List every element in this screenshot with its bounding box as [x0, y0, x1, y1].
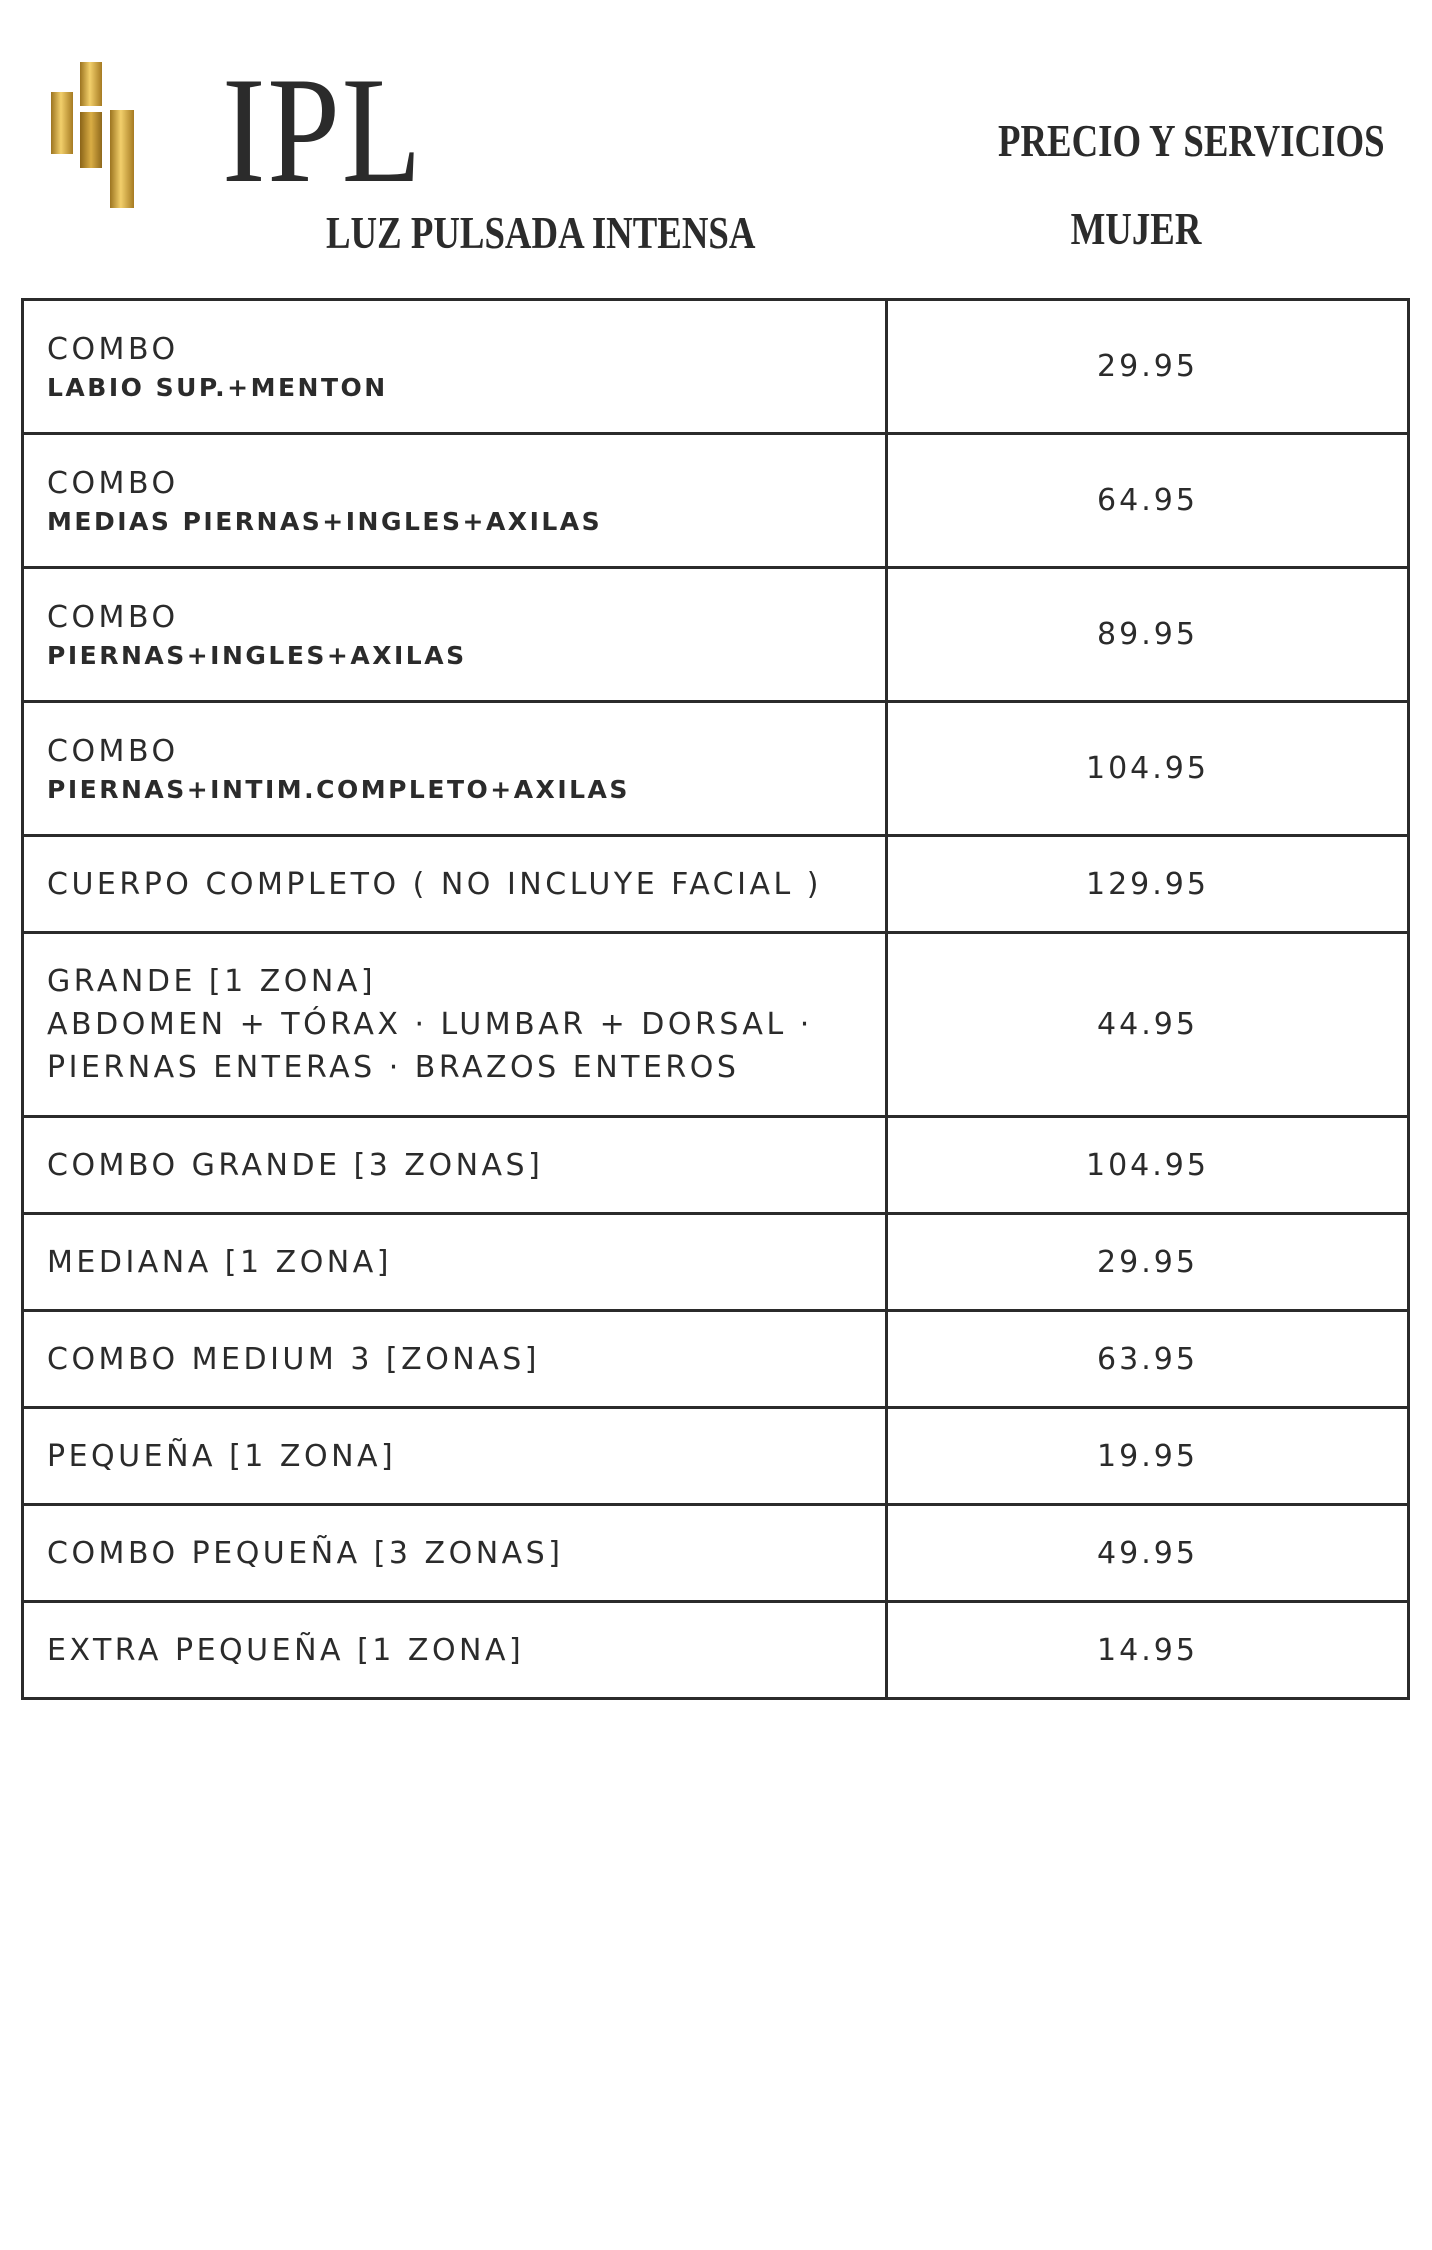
service-price: 29.95: [887, 300, 1409, 434]
service-name-cell: [23, 933, 887, 1117]
table-row: [23, 1117, 1409, 1214]
table-row: [23, 933, 1409, 1117]
brand-tagline: LUZ PULSADA INTENSA: [326, 207, 756, 258]
service-name: COMBO: [47, 600, 179, 635]
service-name-cell: [23, 836, 887, 933]
table-row: [23, 1505, 1409, 1602]
table-row: [23, 1602, 1409, 1699]
page-title: PRECIO Y SERVICIOS: [998, 115, 1385, 166]
table-row: [23, 1408, 1409, 1505]
service-name: COMBO MEDIUM 3 [ZONAS]: [47, 1341, 541, 1377]
service-name: PEQUEÑA [1 ZONA]: [47, 1438, 397, 1474]
table-row: [23, 434, 1409, 568]
service-name: MEDIANA [1 ZONA]: [47, 1244, 392, 1280]
gold-bars-logo-icon: [48, 62, 140, 210]
service-name-cell: [23, 568, 887, 702]
service-name-cell: [23, 1311, 887, 1408]
service-detail: LABIO SUP.+MENTON: [47, 373, 388, 402]
service-price: 19.95: [887, 1408, 1409, 1505]
table-row: [23, 836, 1409, 933]
service-price: 129.95: [887, 836, 1409, 933]
price-table: [21, 298, 1410, 1700]
service-name-cell: [23, 1505, 887, 1602]
service-name-cell: [23, 1214, 887, 1311]
service-price: 104.95: [887, 1117, 1409, 1214]
service-price: 63.95: [887, 1311, 1409, 1408]
service-name-cell: [23, 434, 887, 568]
table-row: [23, 568, 1409, 702]
service-price: 44.95: [887, 933, 1409, 1117]
table-row: [23, 300, 1409, 434]
table-row: [23, 1214, 1409, 1311]
service-name-cell: [23, 1117, 887, 1214]
service-price: 104.95: [887, 702, 1409, 836]
service-name-cell: [23, 1408, 887, 1505]
brand-name: IPL: [222, 46, 424, 214]
service-name: COMBO: [47, 332, 179, 367]
service-name-cell: [23, 1602, 887, 1699]
service-name: GRANDE [1 ZONA]: [47, 964, 377, 999]
service-price: 14.95: [887, 1602, 1409, 1699]
service-name: COMBO: [47, 466, 179, 501]
table-row: [23, 1311, 1409, 1408]
page-subtitle: MUJER: [1070, 203, 1202, 254]
service-name: COMBO GRANDE [3 ZONAS]: [47, 1147, 544, 1183]
service-name-cell: [23, 300, 887, 434]
service-price: 89.95: [887, 568, 1409, 702]
service-name: COMBO PEQUEÑA [3 ZONAS]: [47, 1535, 564, 1571]
service-detail-line: PIERNAS ENTERAS · BRAZOS ENTEROS: [47, 1050, 740, 1085]
service-detail: MEDIAS PIERNAS+INGLES+AXILAS: [47, 507, 603, 536]
table-row: [23, 702, 1409, 836]
service-price: 49.95: [887, 1505, 1409, 1602]
service-name: CUERPO COMPLETO ( NO INCLUYE FACIAL ): [47, 866, 822, 902]
service-name-cell: [23, 702, 887, 836]
service-detail: PIERNAS+INTIM.COMPLETO+AXILAS: [47, 775, 630, 804]
service-price: 64.95: [887, 434, 1409, 568]
service-name: COMBO: [47, 734, 179, 769]
service-price: 29.95: [887, 1214, 1409, 1311]
service-detail-line: ABDOMEN + TÓRAX · LUMBAR + DORSAL ·: [47, 1007, 813, 1042]
service-name: EXTRA PEQUEÑA [1 ZONA]: [47, 1632, 525, 1668]
service-detail: PIERNAS+INGLES+AXILAS: [47, 641, 467, 670]
